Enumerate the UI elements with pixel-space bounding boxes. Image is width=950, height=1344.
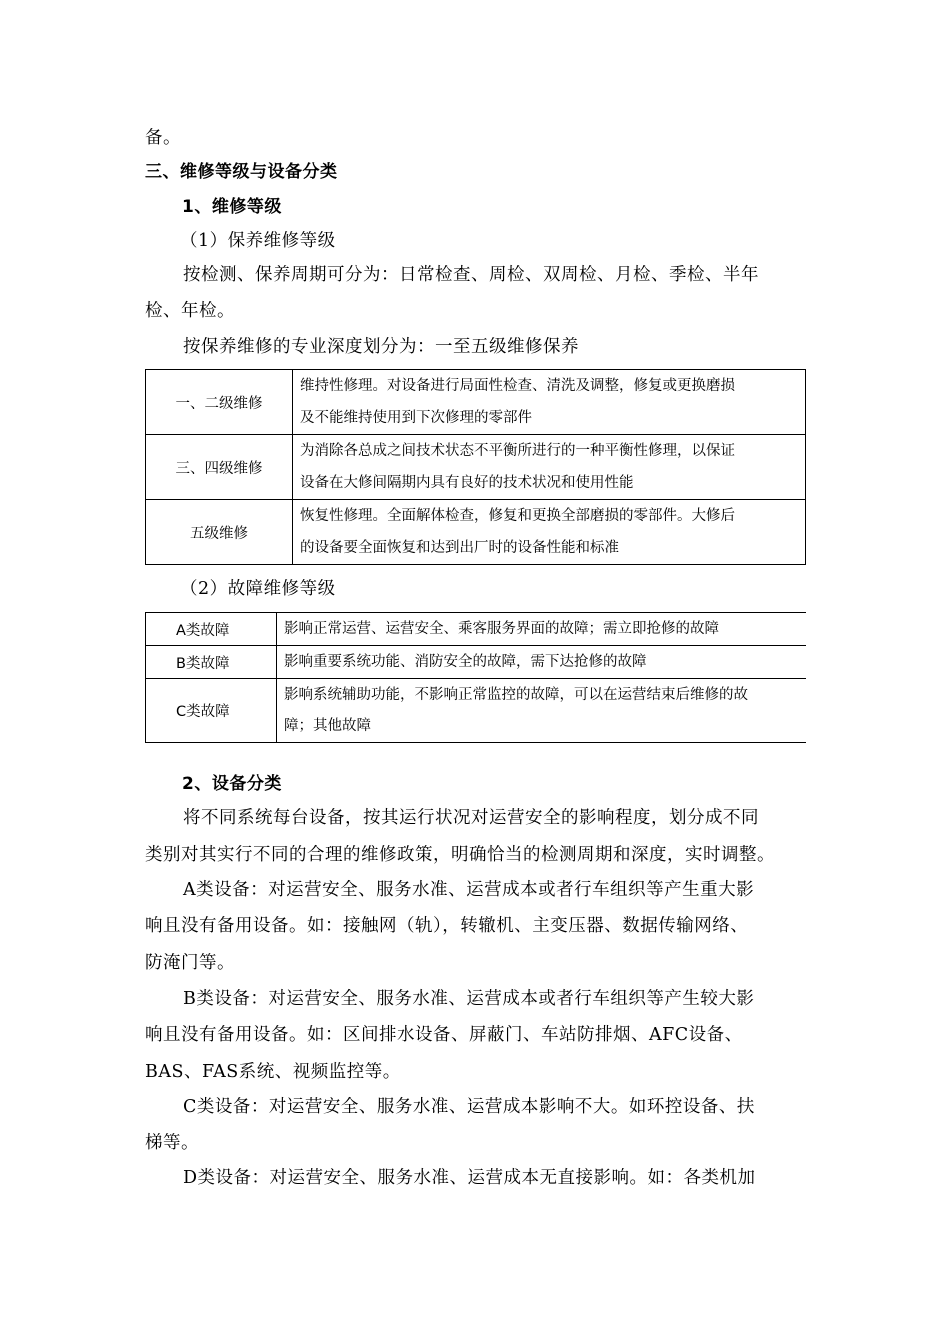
desc-line: 影响正常运营、运营安全、乘客服务界面的故障；需立即抢修的故障: [284, 620, 719, 637]
level-cell: B类故障: [146, 646, 277, 679]
level-cell: C类故障: [146, 679, 277, 743]
text-line: 响且没有备用设备。如：区间排水设备、屏蔽门、车站防排烟、AFC设备、: [145, 1025, 743, 1045]
desc-cell: [293, 435, 806, 500]
table-row: [146, 646, 807, 679]
subsection-heading: 2、设备分类: [182, 774, 282, 794]
table-row: [146, 679, 807, 743]
desc-cell: [277, 646, 807, 679]
level-cell: A类故障: [146, 613, 277, 646]
text-line: 梯等。: [145, 1133, 199, 1153]
section-heading: 三、维修等级与设备分类: [145, 162, 338, 182]
desc-line: 影响系统辅助功能，不影响正常监控的故障，可以在运营结束后维修的故: [284, 686, 748, 703]
desc-cell: [277, 613, 807, 646]
desc-line: 恢复性修理。全面解体检查，修复和更换全部磨损的零部件。大修后: [300, 508, 735, 524]
table-row: [146, 500, 806, 565]
desc-line: 的设备要全面恢复和达到出厂时的设备性能和标准: [300, 540, 619, 556]
desc-line: 及不能维持使用到下次修理的零部件: [300, 410, 532, 426]
text-line: 类别对其实行不同的合理的维修政策，明确恰当的检测周期和深度，实时调整。: [145, 845, 775, 865]
text-line: BAS、FAS系统、视频监控等。: [145, 1062, 401, 1082]
sub-title: （2）故障维修等级: [180, 579, 336, 599]
desc-cell: [277, 679, 807, 743]
level-cell: 一、二级维修: [146, 370, 293, 435]
desc-line: 影响重要系统功能、消防安全的故障，需下达抢修的故障: [284, 653, 647, 670]
desc-line: 维持性修理。对设备进行局面性检查、清洗及调整，修复或更换磨损: [300, 378, 735, 394]
text-line: D类设备：对运营安全、服务水准、运营成本无直接影响。如：各类机加: [183, 1168, 756, 1188]
desc-cell: [293, 370, 806, 435]
text-line: A类设备：对运营安全、服务水准、运营成本或者行车组织等产生重大影: [183, 880, 755, 900]
desc-line: 设备在大修间隔期内具有良好的技术状况和使用性能: [300, 475, 634, 491]
level-cell: 三、四级维修: [146, 435, 293, 500]
text-line: 防淹门等。: [145, 953, 235, 973]
sub-title: （1）保养维修等级: [180, 231, 336, 251]
desc-line: 障；其他故障: [284, 717, 371, 734]
desc-line: 为消除各总成之间技术状态不平衡所进行的一种平衡性修理，以保证: [300, 443, 735, 459]
subsection-heading: 1、维修等级: [182, 197, 282, 217]
fault-level-table: [145, 612, 806, 743]
text-line: 按保养维修的专业深度划分为：一至五级维修保养: [183, 337, 579, 357]
text-line: 备。: [145, 128, 181, 148]
maintenance-level-table: [145, 369, 806, 565]
text-line: 按检测、保养周期可分为：日常检查、周检、双周检、月检、季检、半年: [183, 265, 759, 285]
text-line: 将不同系统每台设备，按其运行状况对运营安全的影响程度，划分成不同: [183, 808, 759, 828]
text-line: C类设备：对运营安全、服务水准、运营成本影响不大。如环控设备、扶: [183, 1097, 755, 1117]
desc-cell: [293, 500, 806, 565]
table-row: [146, 370, 806, 435]
text-line: 检、年检。: [145, 301, 235, 321]
text-line: B类设备：对运营安全、服务水准、运营成本或者行车组织等产生较大影: [183, 989, 755, 1009]
text-line: 响且没有备用设备。如：接触网（轨），转辙机、主变压器、数据传输网络、: [145, 916, 749, 936]
level-cell: 五级维修: [146, 500, 293, 565]
table-row: [146, 435, 806, 500]
table-row: [146, 613, 807, 646]
